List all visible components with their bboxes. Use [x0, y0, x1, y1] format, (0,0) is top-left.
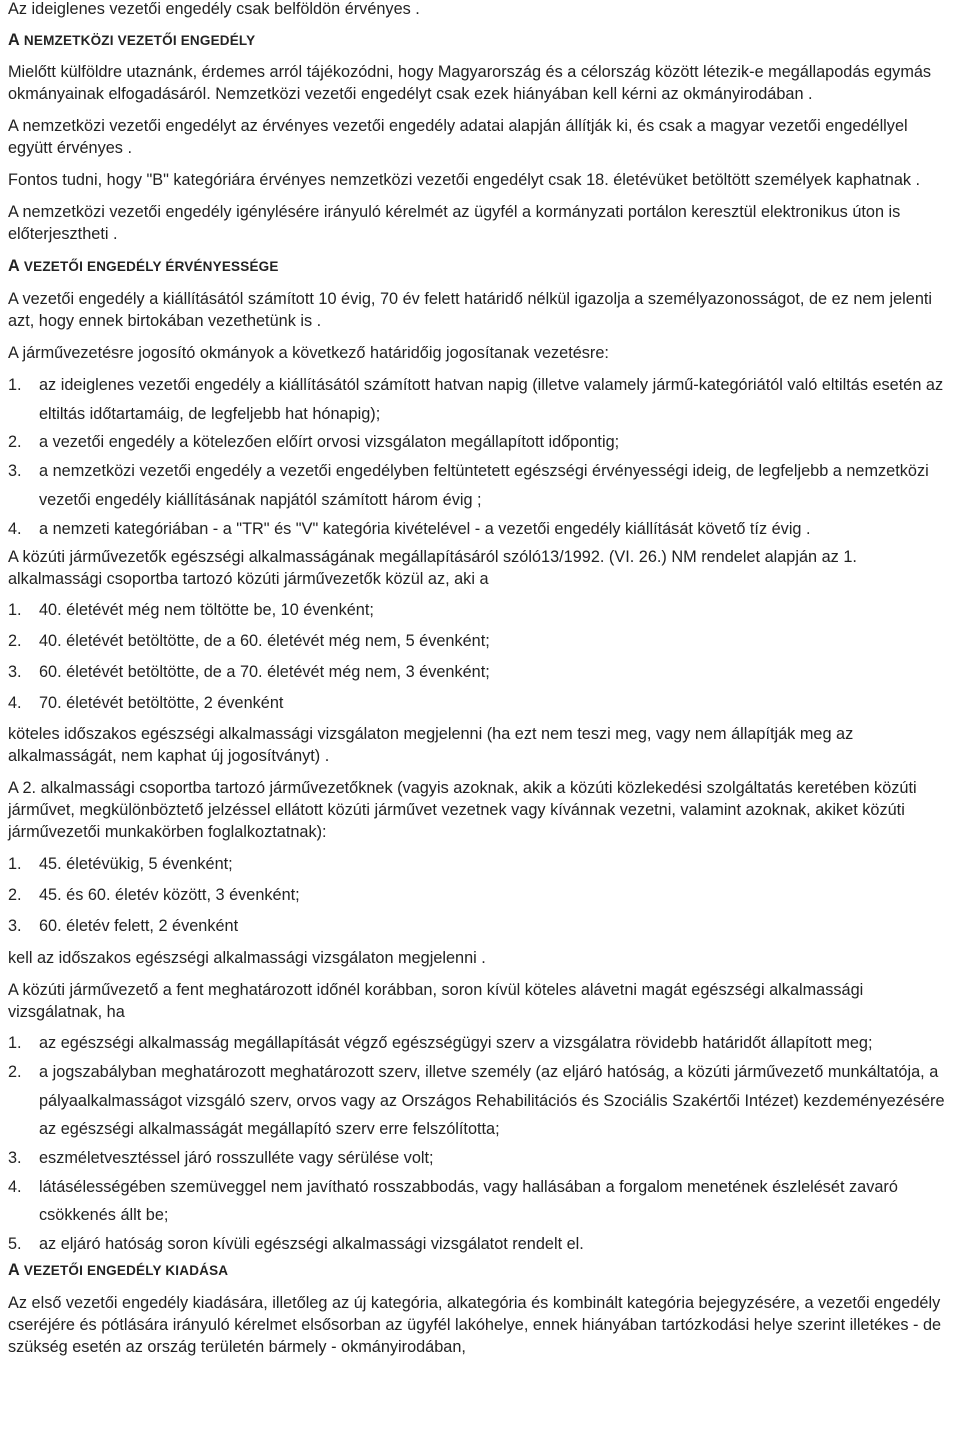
list-item-number: 4.: [8, 694, 22, 713]
section-heading-license-validity: [8, 255, 954, 278]
list-item-number: 5.: [8, 1235, 22, 1254]
section-heading-license-issuance: [8, 1259, 954, 1282]
paragraph: A vezetői engedély a kiállításától számított 10 évig, 70 év felett határidő nélkül igazolja a személyazonosságot, de ez nem jelenti azt, hogy ennek birtokában vezethetünk is .: [8, 290, 933, 330]
list-item-number: 2.: [8, 886, 22, 905]
list-item-number: 2.: [8, 632, 22, 651]
list-item-number: 3.: [8, 917, 22, 936]
list-item: [8, 630, 954, 652]
paragraph: köteles időszakos egészségi alkalmassági vizsgálaton megjelenni (ha ezt nem teszi meg, vagy nem állapítják meg az alkalmasságát, nem kaphat új jogosítványt) .: [8, 725, 854, 766]
list-item-text: 40. életévét még nem töltötte be, 10 évenként;: [39, 601, 374, 620]
list-item-text: a vezetői engedély a kötelezően előírt orvosi vizsgálaton megállapított időpontig;: [39, 433, 620, 452]
list-item-text: a jogszabályban meghatározott meghatározott szerv, illetve személy (az eljáró hatóság, a közúti járművezető munkáltatója, a pályaalkalmasságot vizsgáló szerv, orvos vagy az Országos Rehabilitációs és Szociális Szakértői Intézet) kezdeményezésére az egészségi alkalmasságát megállapító szerv erre felszólította;: [39, 1062, 945, 1139]
list-item: [8, 692, 954, 714]
list-item-text: 70. életévét betöltötte, 2 évenként: [39, 694, 284, 713]
heading-text: NEMZETKÖZI VEZETŐI ENGEDÉLY: [19, 33, 256, 48]
list-item-text: 60. életévét betöltötte, de a 70. életévét még nem, 3 évenként;: [39, 663, 490, 682]
group2-interval-list: [8, 853, 954, 937]
list-item-number: 3.: [8, 663, 22, 682]
paragraph: A közúti járművezető a fent meghatározott időnél korábban, soron kívül köteles alávetni magát egészségi alkalmassági vizsgálatnak, ha: [8, 981, 864, 1022]
list-item-number: 4.: [8, 519, 22, 538]
list-item-text: az ideiglenes vezetői engedély a kiállításától számított hatvan napig (illetve valamely jármű-kategóriától való eltiltás esetén az eltiltás időtartamáig, de legfeljebb hat hónapig);: [39, 376, 944, 423]
list-item: [8, 1173, 954, 1230]
heading-initial: A: [8, 31, 20, 49]
heading-text: VEZETŐI ENGEDÉLY KIADÁSA: [19, 1262, 229, 1278]
list-item-text: 45. és 60. életév között, 3 évenként;: [39, 886, 300, 905]
paragraph: A közúti járművezetők egészségi alkalmasságának megállapításáról szóló13/1992. (VI. 26.) NM rendelet alapján az 1. alkalmassági csoportba tartozó közúti járművezetők közül az, aki a: [8, 548, 857, 589]
list-item-number: 4.: [8, 1177, 22, 1196]
list-item-text: a nemzetközi vezetői engedély a vezetői engedélyben feltüntetett egészségi érvényességi ideig, de legfeljebb a nemzetközi vezetői engedély kiállításának napjától számított három évig ;: [39, 462, 929, 509]
list-item-text: látásélességében szemüveggel nem javítható rosszabbodás, vagy hallásában a forgalom menetének észlelését zavaró csökkenés állt be;: [39, 1177, 898, 1225]
list-item: [8, 599, 954, 621]
group1-interval-list: [8, 599, 954, 714]
paragraph: A nemzetközi vezetői engedély igénylésére irányuló kérelmét az ügyfél a kormányzati portálon keresztül elektronikus úton is előterjesztheti .: [8, 203, 901, 243]
list-item-text: eszméletvesztéssel járó rosszulléte vagy sérülése volt;: [39, 1149, 434, 1168]
list-item-number: 3.: [8, 462, 22, 481]
list-item-number: 1.: [8, 376, 22, 394]
list-item: [8, 1230, 954, 1259]
paragraph: A 2. alkalmassági csoportba tartozó járművezetőknek (vagyis azoknak, akik a közúti közlekedési szolgáltatás keretében közúti járművet, megkülönböztető jelzéssel ellátott közúti járművet vezetnek vagy kívánnak vezetni, valamint azoknak, akiket közúti járművezetői munkakörben foglalkoztatnak):: [8, 779, 917, 842]
list-item: [8, 457, 954, 514]
extraordinary-exam-list: [8, 1029, 954, 1259]
list-item-text: a nemzeti kategóriában - a "TR" és "V" kategória kivételével - a vezetői engedély kiállítását követő tíz évig .: [39, 519, 811, 538]
paragraph: Az első vezetői engedély kiadására, illetőleg az új kategória, alkategória és kombinált kategória bejegyzésére, a vezetői engedély cseréjére és pótlására irányuló kérelmet elsősorban az ügyfél lakóhelye, ennek hiányában tartózkodási helye szerint illetékes - de szükség esetén az ország területén bármely - okmányirodában,: [8, 1293, 942, 1356]
document: [8, 0, 954, 1358]
section-heading-international-license: [8, 29, 954, 52]
paragraph: Mielőtt külföldre utaznánk, érdemes arról tájékozódni, hogy Magyarország és a célország között létezik-e megállapodás egymás okmányainak elfogadásáról. Nemzetközi vezetői engedélyt csak ezek hiányában kell kérni az okmányirodában .: [8, 63, 932, 103]
paragraph: A járművezetésre jogosító okmányok a következő határidőig jogosítanak vezetésre:: [8, 344, 609, 362]
list-item-number: 3.: [8, 1149, 22, 1168]
list-item: [8, 853, 954, 875]
paragraph: A nemzetközi vezetői engedélyt az érvényes vezetői engedély adatai alapján állítják ki, és csak a magyar vezetői engedéllyel együtt érvényes .: [8, 117, 908, 157]
heading-initial: A: [8, 1260, 20, 1279]
list-item-text: 45. életévükig, 5 évenként;: [39, 855, 233, 874]
list-item: [8, 515, 954, 544]
list-item-number: 1.: [8, 1034, 22, 1053]
list-item-number: 2.: [8, 433, 22, 452]
list-item-text: 60. életév felett, 2 évenként: [39, 917, 239, 936]
list-item-number: 1.: [8, 855, 22, 874]
heading-initial: A: [8, 257, 20, 275]
list-item-number: 2.: [8, 1062, 22, 1081]
list-item-text: az egészségi alkalmasság megállapítását végző egészségügyi szerv a vizsgálatra rövidebb határidőt állapított meg;: [39, 1034, 873, 1053]
list-item-number: 1.: [8, 601, 22, 620]
list-item: [8, 428, 954, 457]
list-item-text: az eljáró hatóság soron kívüli egészségi alkalmassági vizsgálatot rendelt el.: [39, 1235, 584, 1254]
list-item: [8, 884, 954, 906]
list-item: [8, 1144, 954, 1173]
list-item: [8, 915, 954, 937]
intro-paragraph: Az ideiglenes vezetői engedély csak belföldön érvényes .: [8, 0, 420, 18]
heading-text: VEZETŐI ENGEDÉLY ÉRVÉNYESSÉGE: [19, 259, 279, 274]
list-item: [8, 661, 954, 683]
paragraph: kell az időszakos egészségi alkalmassági vizsgálaton megjelenni .: [8, 949, 486, 968]
list-item: [8, 371, 954, 428]
list-item: [8, 1029, 954, 1058]
validity-deadline-list: [8, 371, 954, 543]
paragraph: Fontos tudni, hogy "B" kategóriára érvényes nemzetközi vezetői engedélyt csak 18. életévüket betöltött személyek kaphatnak .: [8, 171, 921, 189]
list-item: [8, 1058, 954, 1144]
list-item-text: 40. életévét betöltötte, de a 60. életévét még nem, 5 évenként;: [39, 632, 490, 651]
